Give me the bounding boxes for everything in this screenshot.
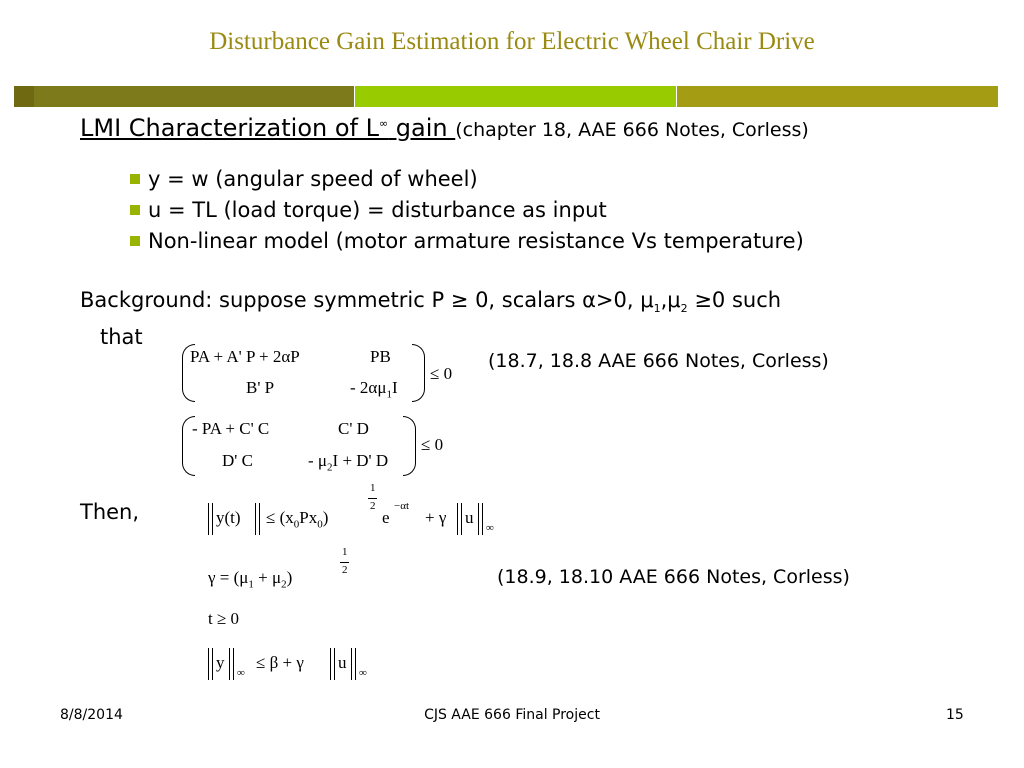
matrix2-r1c2: C' D bbox=[338, 419, 369, 438]
eq1-exp-numerator: 1 bbox=[370, 482, 376, 494]
list-item bbox=[130, 195, 804, 226]
m2-r2c2-sub: 2 bbox=[327, 461, 333, 474]
matrix1-r1c2: PB bbox=[370, 347, 391, 366]
eq2-exp-fraction-bar bbox=[340, 562, 349, 563]
eq2-body bbox=[208, 568, 292, 590]
equation-t-nonnegative: t ≥ 0 bbox=[208, 609, 240, 628]
mu2-subscript: 2 bbox=[680, 302, 688, 316]
eq4-y: y bbox=[216, 653, 225, 672]
m1-r2c2-a: - 2αμ bbox=[350, 378, 387, 397]
norm-bar bbox=[457, 503, 458, 535]
m2-r2c2-b: I + D' D bbox=[332, 451, 389, 470]
divider-square bbox=[14, 86, 34, 107]
norm-bar bbox=[482, 503, 483, 535]
norm-bar bbox=[330, 648, 331, 680]
norm-bar bbox=[255, 503, 256, 535]
eq4-inf-subscript-2: ∞ bbox=[359, 667, 367, 679]
norm-bar bbox=[461, 503, 462, 535]
footer-page-number: 15 bbox=[946, 707, 964, 723]
eq1-y: y(t) bbox=[216, 508, 241, 527]
list-item bbox=[130, 164, 804, 195]
right-paren bbox=[403, 416, 416, 476]
eq2-exp-numerator: 1 bbox=[342, 546, 348, 558]
matrix1-r2c2 bbox=[350, 378, 398, 400]
eq1-exp-fraction-bar bbox=[368, 498, 377, 499]
bullet-text: Non-linear model (motor armature resistance Vs temperature) bbox=[148, 229, 804, 253]
heading-sup: ∞ bbox=[378, 117, 389, 130]
eq1-exp-denominator: 2 bbox=[370, 500, 376, 512]
background-line-2: that bbox=[100, 325, 143, 350]
eq2-plus: + μ bbox=[253, 568, 282, 587]
eq1-middle bbox=[266, 508, 328, 530]
eq2-close: ) bbox=[286, 568, 293, 587]
eq4-inf-subscript-1: ∞ bbox=[237, 667, 245, 679]
eq2-sub1: 1 bbox=[248, 578, 254, 591]
list-item bbox=[130, 226, 804, 257]
eq4-u: u bbox=[338, 653, 347, 672]
norm-bar bbox=[233, 648, 234, 680]
eq1-e: e bbox=[382, 508, 390, 527]
m1-r2c2-b: I bbox=[391, 378, 398, 397]
section-heading bbox=[80, 114, 809, 142]
eq1-exponent: −αt bbox=[394, 500, 410, 512]
divider-segment-mid bbox=[677, 86, 998, 107]
eq1-sub0: 0 bbox=[293, 518, 300, 531]
divider-segment-dark bbox=[34, 86, 354, 107]
bullet-text: y = w (angular speed of wheel) bbox=[148, 167, 478, 191]
reference-note-2: (18.9, 18.10 AAE 666 Notes, Corless) bbox=[497, 566, 850, 588]
heading-underlined bbox=[80, 114, 455, 142]
matrix1-relation: ≤ 0 bbox=[430, 364, 453, 383]
eq1-px: Px bbox=[299, 508, 318, 527]
norm-bar bbox=[208, 503, 209, 535]
square-bullet-icon bbox=[130, 174, 140, 184]
norm-bar bbox=[229, 648, 230, 680]
eq1-close: ) bbox=[322, 508, 329, 527]
norm-bar bbox=[212, 503, 213, 535]
eq1-u: u bbox=[465, 508, 474, 527]
eq2-exp-denominator: 2 bbox=[342, 564, 348, 576]
eq1-inf-subscript: ∞ bbox=[486, 522, 494, 534]
square-bullet-icon bbox=[130, 205, 140, 215]
then-label: Then, bbox=[80, 500, 140, 524]
footer-date: 8/8/2014 bbox=[60, 707, 123, 723]
divider-segment-bright bbox=[355, 86, 676, 107]
background-line-1 bbox=[80, 286, 960, 323]
mu1-subscript: 1 bbox=[653, 302, 661, 316]
reference-note-1: (18.7, 18.8 AAE 666 Notes, Corless) bbox=[488, 350, 829, 372]
eq2-sub2: 2 bbox=[281, 578, 287, 591]
heading-gain: gain bbox=[388, 114, 456, 142]
m2-r2c2-a: - μ bbox=[308, 451, 328, 470]
m1-r2c2-sub: 1 bbox=[386, 388, 392, 401]
background-text-b: ≥0 such bbox=[687, 288, 782, 312]
eq1-sub0b: 0 bbox=[317, 518, 323, 531]
right-paren bbox=[412, 344, 425, 402]
slide-title: Disturbance Gain Estimation for Electric Wheel Chair Drive bbox=[209, 28, 815, 55]
bullet-list bbox=[130, 164, 804, 257]
background-paragraph bbox=[80, 286, 960, 351]
norm-bar bbox=[259, 503, 260, 535]
background-comma: ,μ bbox=[660, 288, 681, 312]
norm-bar bbox=[212, 648, 213, 680]
square-bullet-icon bbox=[130, 236, 140, 246]
matrix2-r2c2 bbox=[308, 451, 388, 473]
heading-text: LMI Characterization of L bbox=[80, 114, 379, 142]
eq1-le: ≤ (x bbox=[266, 508, 294, 527]
norm-bar bbox=[334, 648, 335, 680]
eq2-lhs: γ = (μ bbox=[208, 568, 249, 587]
matrix2-r1c1: - PA + C' C bbox=[192, 419, 270, 438]
eq4-middle: ≤ β + γ bbox=[256, 653, 304, 672]
footer-title: CJS AAE 666 Final Project bbox=[424, 707, 600, 723]
eq1-plus-gamma: + γ bbox=[425, 508, 447, 527]
norm-bar bbox=[208, 648, 209, 680]
norm-bar bbox=[355, 648, 356, 680]
bullet-text: u = TL (load torque) = disturbance as input bbox=[148, 198, 607, 222]
matrix1-r1c1: PA + A' P + 2αP bbox=[190, 347, 300, 366]
norm-bar bbox=[351, 648, 352, 680]
matrix1-r2c1: B' P bbox=[246, 378, 275, 397]
background-text-a: Background: suppose symmetric P ≥ 0, scalars α>0, μ bbox=[80, 288, 654, 312]
norm-bar bbox=[478, 503, 479, 535]
matrix2-r2c1: D' C bbox=[222, 451, 253, 470]
matrix2-relation: ≤ 0 bbox=[421, 435, 444, 454]
heading-reference: (chapter 18, AAE 666 Notes, Corless) bbox=[455, 119, 809, 141]
